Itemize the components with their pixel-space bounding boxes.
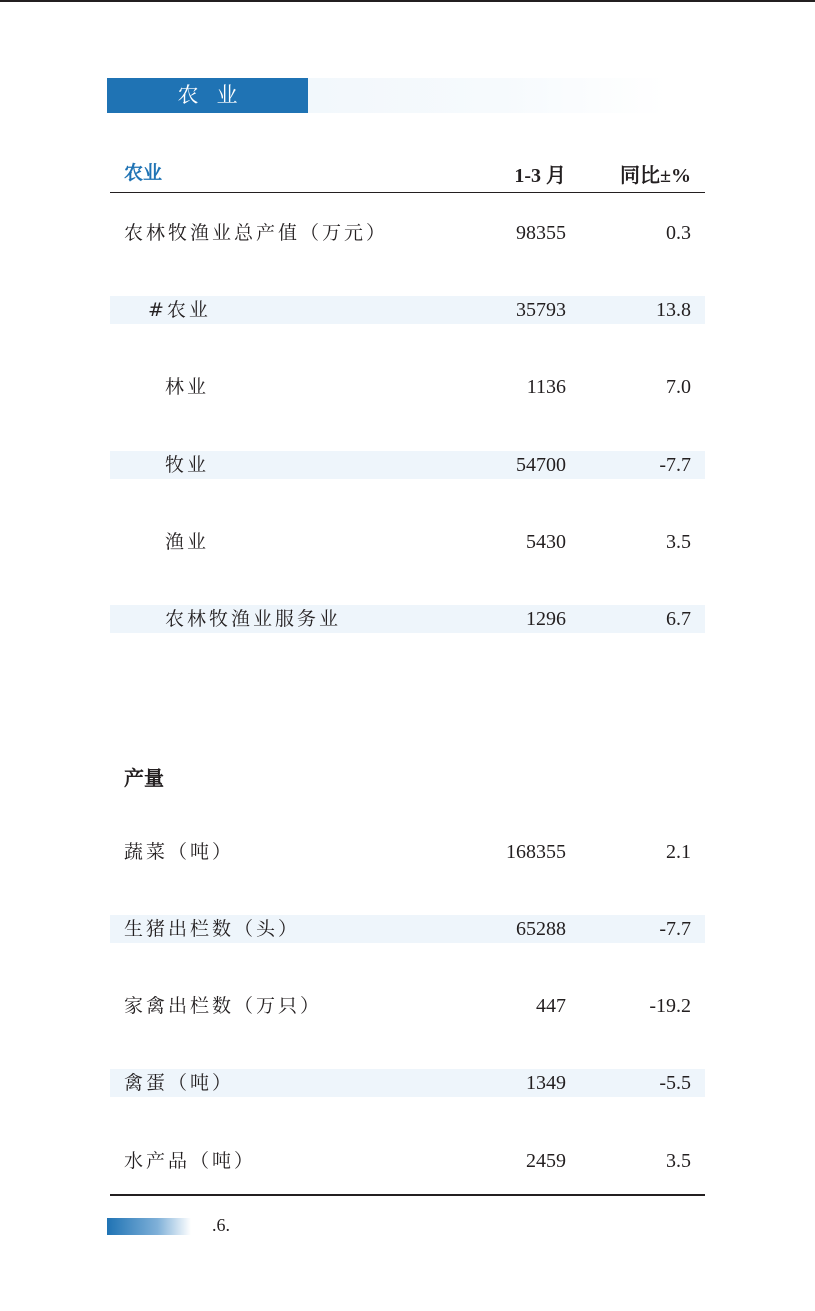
- row-value: 1296: [526, 608, 566, 630]
- row-value: 168355: [506, 841, 566, 863]
- table-row: [110, 1069, 705, 1097]
- row-yoy: -7.7: [659, 918, 691, 940]
- table-row: [110, 373, 705, 401]
- row-value: 1349: [526, 1072, 566, 1094]
- row-value: 5430: [526, 531, 566, 553]
- page-number: .6.: [212, 1215, 230, 1235]
- row-value: 447: [536, 995, 566, 1017]
- table-bottom-rule: [110, 1194, 705, 1196]
- row-value: 98355: [516, 222, 566, 244]
- row-label: 水产品（吨）: [124, 1150, 257, 1172]
- row-label: #农业: [148, 299, 211, 321]
- header-label: 农业: [124, 162, 163, 184]
- row-yoy: 2.1: [666, 841, 691, 863]
- row-label: 农林牧渔业服务业: [165, 608, 342, 630]
- row-label: 生猪出栏数（头）: [124, 918, 301, 940]
- row-label: 农林牧渔业总产值（万元）: [124, 222, 389, 244]
- table-row: [110, 915, 705, 943]
- banner-title: 农业: [107, 78, 308, 113]
- row-value: 35793: [516, 299, 566, 321]
- row-yoy: 6.7: [666, 608, 691, 630]
- row-value: 65288: [516, 918, 566, 940]
- row-yoy: -5.5: [659, 1072, 691, 1094]
- row-value: 2459: [526, 1150, 566, 1172]
- table-row: [110, 1147, 705, 1175]
- row-yoy: 7.0: [666, 376, 691, 398]
- row-label: 林业: [165, 376, 210, 398]
- row-label: 渔业: [165, 531, 210, 553]
- row-yoy: -19.2: [649, 995, 691, 1017]
- row-label: 蔬菜（吨）: [124, 841, 235, 863]
- table-row: [110, 296, 705, 324]
- table-row: [110, 838, 705, 866]
- row-label: 家禽出栏数（万只）: [124, 995, 323, 1017]
- table-row: [110, 451, 705, 479]
- row-yoy: 3.5: [666, 531, 691, 553]
- row-label: 牧业: [165, 454, 210, 476]
- footer-gradient-bar: [107, 1218, 191, 1235]
- row-value: 1136: [526, 376, 566, 398]
- header-yoy: 同比±%: [620, 165, 691, 187]
- table-row: [110, 605, 705, 633]
- header-period: 1-3 月: [514, 165, 566, 187]
- table-row: [110, 992, 705, 1020]
- row-label: 禽蛋（吨）: [124, 1072, 235, 1094]
- table-row: [110, 219, 705, 247]
- section-banner: [107, 78, 667, 113]
- production-section-title: 产量: [124, 766, 164, 790]
- row-value: 54700: [516, 454, 566, 476]
- table-header: [110, 150, 705, 193]
- row-yoy: -7.7: [659, 454, 691, 476]
- table-row: [110, 528, 705, 556]
- row-yoy: 0.3: [666, 222, 691, 244]
- row-yoy: 3.5: [666, 1150, 691, 1172]
- top-rule: [0, 0, 815, 2]
- row-yoy: 13.8: [656, 299, 691, 321]
